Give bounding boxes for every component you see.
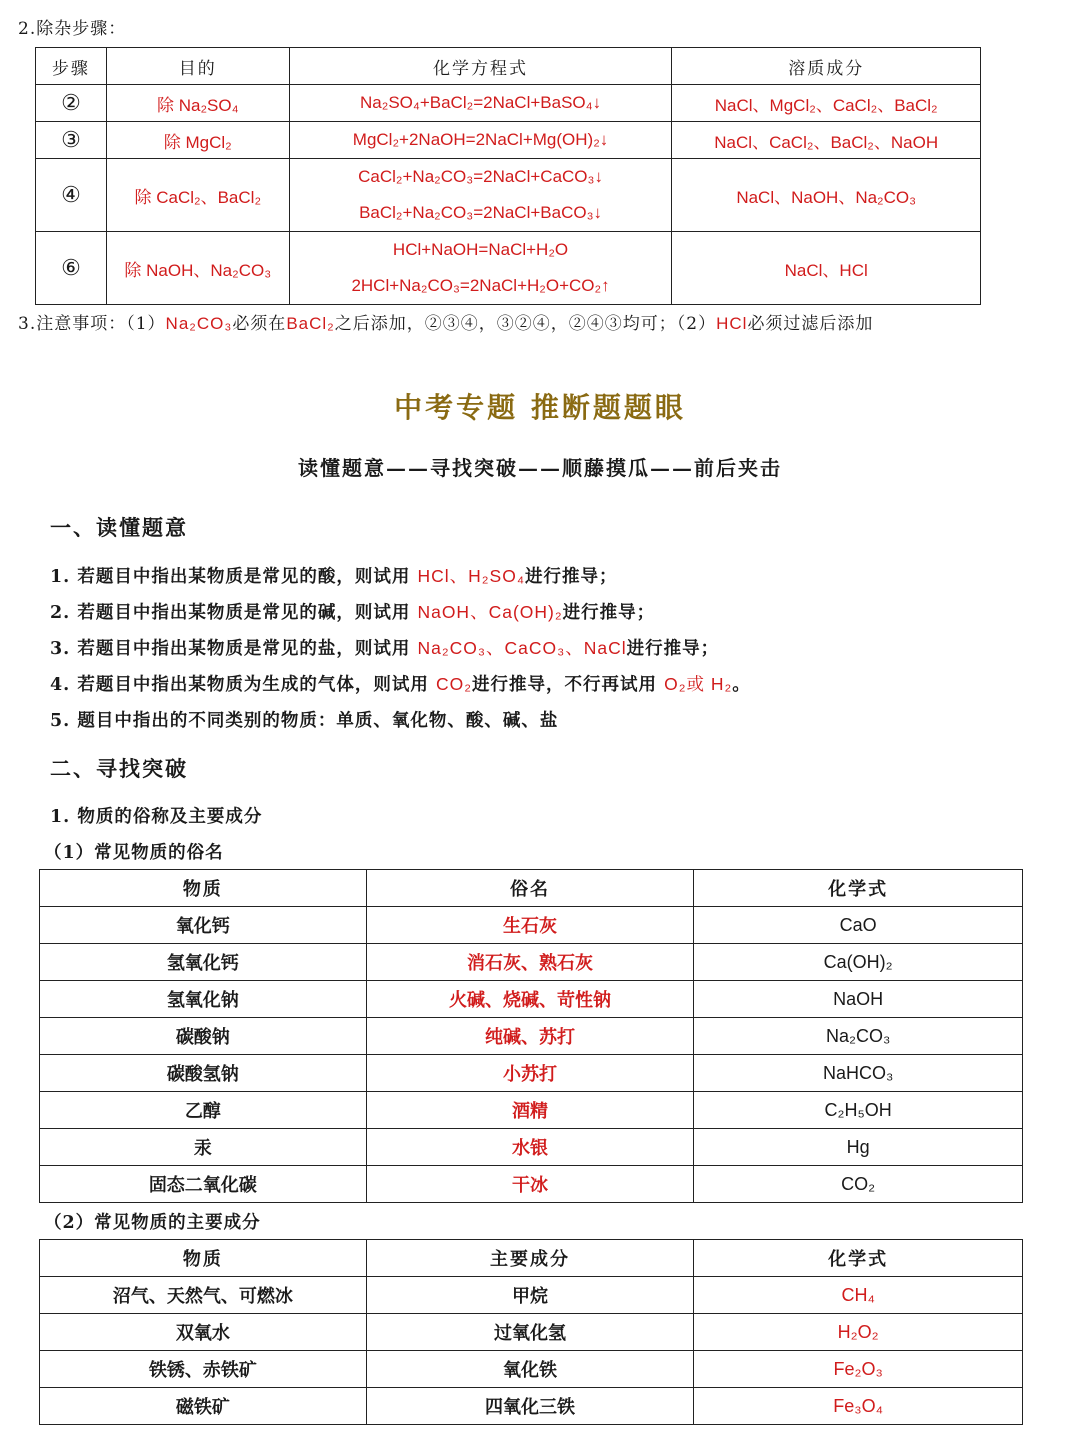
cell-formula: CO₂ <box>694 1166 1023 1203</box>
step-equation <box>289 159 672 232</box>
section-heading-understand: 一、读懂题意 <box>50 515 188 540</box>
table-row <box>40 1388 1023 1425</box>
equation-line: 2HCl+Na₂CO₃=2NaCl+H₂O+CO₂↑ <box>351 276 610 295</box>
subsection-heading: （2）常见物质的主要成分 <box>44 1213 261 1233</box>
table-row <box>36 232 981 305</box>
main-components-table <box>39 1239 1023 1425</box>
list-item <box>50 671 751 696</box>
header-purpose: 目的 <box>106 48 289 85</box>
step-purpose: 除 CaCl₂、BaCl₂ <box>106 159 289 232</box>
header-main-component: 主要成分 <box>366 1240 694 1277</box>
cell-common-name: 火碱、烧碱、苛性钠 <box>366 981 694 1018</box>
item-text: 进行推导； <box>562 603 656 623</box>
cell-common-name: 纯碱、苏打 <box>366 1018 694 1055</box>
cell-common-name: 小苏打 <box>366 1055 694 1092</box>
common-names-table <box>39 869 1023 1203</box>
table-header-row <box>36 48 981 85</box>
notes-text: 必须在 <box>232 314 287 334</box>
item-text: 4. 若题目中指出某物质为生成的气体，则试用 <box>50 675 436 695</box>
step-number: ③ <box>36 122 107 159</box>
cell-substance: 碳酸钠 <box>40 1018 367 1055</box>
item-text: 5. 题目中指出的不同类别的物质：单质、氧化物、酸、碱、盐 <box>50 711 559 731</box>
step-solute: NaCl、MgCl₂、CaCl₂、BaCl₂ <box>672 85 981 122</box>
cell-substance: 乙醇 <box>40 1092 367 1129</box>
step-number: ④ <box>36 159 107 232</box>
step-solute: NaCl、CaCl₂、BaCl₂、NaOH <box>672 122 981 159</box>
subsection-heading: （1）常见物质的俗名 <box>44 843 224 863</box>
list-item <box>50 599 655 624</box>
table-row <box>40 907 1023 944</box>
step-purpose: 除 Na₂SO₄ <box>106 85 289 122</box>
cell-formula: NaHCO₃ <box>694 1055 1023 1092</box>
list-item <box>50 563 617 588</box>
cell-formula: CaO <box>694 907 1023 944</box>
header-substance: 物质 <box>40 1240 367 1277</box>
cell-formula: CH₄ <box>694 1277 1023 1314</box>
item-text: 2. 若题目中指出某物质是常见的碱，则试用 <box>50 603 418 623</box>
step-solute: NaCl、NaOH、Na₂CO₃ <box>672 159 981 232</box>
table-header-row <box>40 870 1023 907</box>
cell-substance: 双氧水 <box>40 1314 367 1351</box>
equation-line: HCl+NaOH=NaCl+H₂O <box>392 240 569 259</box>
table-row <box>40 1314 1023 1351</box>
step-purpose: 除 NaOH、Na₂CO₃ <box>106 232 289 305</box>
table-header-row <box>40 1240 1023 1277</box>
item-formula: O₂或 H₂ <box>664 674 733 694</box>
cell-common-name: 消石灰、熟石灰 <box>366 944 694 981</box>
subsection-heading: 1. 物质的俗称及主要成分 <box>50 807 263 827</box>
item-text: 进行推导，不行再试用 <box>472 675 665 695</box>
table-row <box>36 122 981 159</box>
cell-substance: 磁铁矿 <box>40 1388 367 1425</box>
step-equation: MgCl₂+2NaOH=2NaCl+Mg(OH)₂↓ <box>289 122 672 159</box>
cell-main-component: 甲烷 <box>366 1277 694 1314</box>
item-text: 进行推导； <box>524 567 618 587</box>
notes-text: 之后添加，②③④，③②④，②④③均可；（2） <box>334 314 717 334</box>
item-formula: CO₂ <box>435 674 472 694</box>
cell-main-component: 四氧化三铁 <box>366 1388 694 1425</box>
table-row <box>40 1092 1023 1129</box>
cell-formula: NaOH <box>694 981 1023 1018</box>
table-row <box>40 1018 1023 1055</box>
cell-substance: 碳酸氢钠 <box>40 1055 367 1092</box>
step-number: ⑥ <box>36 232 107 305</box>
item-formula: Na₂CO₃、CaCO₃、NaCl <box>417 638 627 658</box>
table-row <box>40 981 1023 1018</box>
notes-line <box>18 309 873 334</box>
cell-substance: 铁锈、赤铁矿 <box>40 1351 367 1388</box>
section-heading-breakthrough: 二、寻找突破 <box>50 756 188 781</box>
list-item <box>50 635 719 660</box>
header-equation: 化学方程式 <box>289 48 672 85</box>
cell-common-name: 生石灰 <box>366 907 694 944</box>
cell-formula: Ca(OH)₂ <box>694 944 1023 981</box>
equation-line: CaCl₂+Na₂CO₃=2NaCl+CaCO₃↓ <box>358 167 603 186</box>
header-step: 步骤 <box>36 48 107 85</box>
cell-substance: 氢氧化钙 <box>40 944 367 981</box>
notes-formula: BaCl₂ <box>286 314 335 333</box>
item-text: 3. 若题目中指出某物质是常见的盐，则试用 <box>50 639 418 659</box>
step-equation: Na₂SO₄+BaCl₂=2NaCl+BaSO₄↓ <box>289 85 672 122</box>
cell-substance: 氢氧化钠 <box>40 981 367 1018</box>
cell-common-name: 酒精 <box>366 1092 694 1129</box>
notes-formula: HCl <box>716 314 748 333</box>
equation-line: BaCl₂+Na₂CO₃=2NaCl+BaCO₃↓ <box>359 203 603 222</box>
purification-steps-table <box>35 47 981 305</box>
cell-formula: Hg <box>694 1129 1023 1166</box>
item-formula: NaOH、Ca(OH)₂ <box>417 602 563 622</box>
step-equation <box>289 232 672 305</box>
cell-formula: Fe₃O₄ <box>694 1388 1023 1425</box>
cell-common-name: 干冰 <box>366 1166 694 1203</box>
cell-substance: 氧化钙 <box>40 907 367 944</box>
cell-main-component: 过氧化氢 <box>366 1314 694 1351</box>
item-text: 进行推导； <box>626 639 720 659</box>
table-row <box>40 1166 1023 1203</box>
item-formula: HCl、H₂SO₄ <box>417 566 525 586</box>
list-item <box>50 707 558 732</box>
notes-formula: Na₂CO₃ <box>165 314 233 333</box>
step-number: ② <box>36 85 107 122</box>
cell-formula: C₂H₅OH <box>694 1092 1023 1129</box>
header-formula: 化学式 <box>694 1240 1023 1277</box>
cell-main-component: 氧化铁 <box>366 1351 694 1388</box>
cell-substance: 固态二氧化碳 <box>40 1166 367 1203</box>
header-common-name: 俗名 <box>366 870 694 907</box>
table-row <box>40 1055 1023 1092</box>
table-row <box>40 1129 1023 1166</box>
section-heading-purification: 2.除杂步骤： <box>18 19 127 39</box>
cell-formula: H₂O₂ <box>694 1314 1023 1351</box>
step-solute: NaCl、HCl <box>672 232 981 305</box>
page-title: 中考专题 推断题题眼 <box>394 391 686 424</box>
table-row <box>36 159 981 232</box>
step-purpose: 除 MgCl₂ <box>106 122 289 159</box>
item-text: 。 <box>732 675 751 695</box>
cell-substance: 汞 <box>40 1129 367 1166</box>
header-solute: 溶质成分 <box>672 48 981 85</box>
page-subtitle: 读懂题意——寻找突破——顺藤摸瓜——前后夹击 <box>298 456 782 480</box>
item-text: 1. 若题目中指出某物质是常见的酸，则试用 <box>50 567 418 587</box>
table-row <box>40 1351 1023 1388</box>
cell-formula: Na₂CO₃ <box>694 1018 1023 1055</box>
notes-text: 必须过滤后添加 <box>747 314 874 334</box>
table-row <box>40 1277 1023 1314</box>
header-substance: 物质 <box>40 870 367 907</box>
table-row <box>40 944 1023 981</box>
table-row <box>36 85 981 122</box>
notes-prefix: 3.注意事项：（1） <box>18 314 166 334</box>
cell-substance: 沼气、天然气、可燃冰 <box>40 1277 367 1314</box>
cell-common-name: 水银 <box>366 1129 694 1166</box>
cell-formula: Fe₂O₃ <box>694 1351 1023 1388</box>
header-formula: 化学式 <box>694 870 1023 907</box>
